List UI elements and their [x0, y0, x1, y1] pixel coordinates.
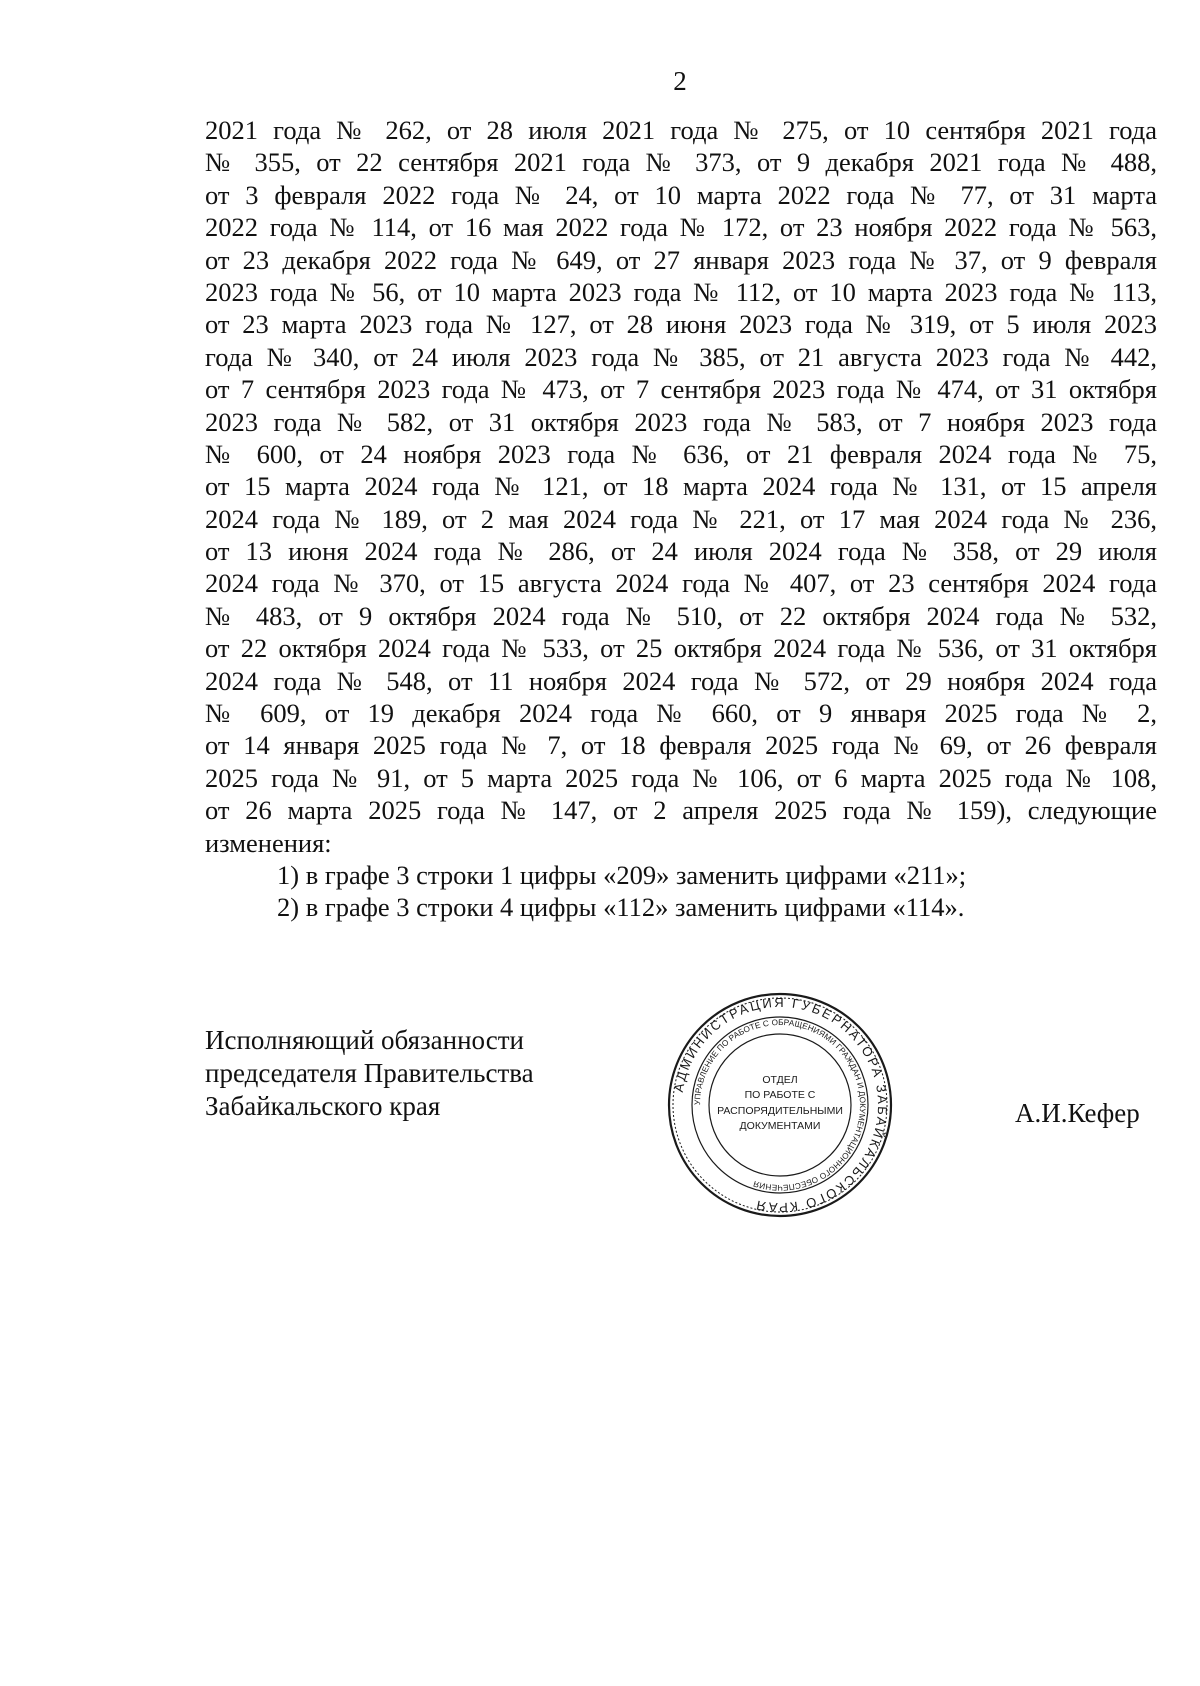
- body-line: от 26 марта 2025 года № 147, от 2 апреля 2025 года № 159), следующие: [205, 795, 1157, 826]
- body-line: № 483, от 9 октября 2024 года № 510, от 22 октября 2024 года № 532,: [205, 600, 1157, 631]
- body-line: изменения:: [205, 827, 332, 858]
- signature-position-line: Забайкальского края: [205, 1091, 441, 1121]
- body-line: 2024 года № 189, от 2 мая 2024 года № 221, от 17 мая 2024 года № 236,: [205, 503, 1157, 534]
- official-seal: [665, 990, 895, 1220]
- body-line: года № 340, от 24 июля 2023 года № 385, от 21 августа 2023 года № 442,: [205, 341, 1157, 372]
- signature-position-line: председателя Правительства: [205, 1058, 534, 1088]
- body-line: 2024 года № 548, от 11 ноября 2024 года № 572, от 29 ноября 2024 года: [205, 665, 1157, 696]
- body-text: [205, 114, 1157, 924]
- list-item: 1) в графе 3 строки 1 цифры «209» заменить цифрами «211»;: [277, 859, 967, 890]
- body-line: 2025 года № 91, от 5 марта 2025 года № 106, от 6 марта 2025 года № 108,: [205, 762, 1157, 793]
- seal-inner-text: УПРАВЛЕНИЕ ПО РАБОТЕ С ОБРАЩЕНИЯМИ ГРАЖДАН И ДОКУМЕНТАЦИОННОГО ОБЕСПЕЧЕНИЯ: [692, 1017, 868, 1193]
- body-line: от 3 февраля 2022 года № 24, от 10 марта 2022 года № 77, от 31 марта: [205, 179, 1157, 210]
- signature-position-line: Исполняющий обязанности: [205, 1025, 524, 1055]
- body-line: 2023 года № 582, от 31 октября 2023 года № 583, от 7 ноября 2023 года: [205, 406, 1157, 437]
- body-line: от 14 января 2025 года № 7, от 18 февраля 2025 года № 69, от 26 февраля: [205, 730, 1157, 761]
- signature-position: [205, 1024, 534, 1123]
- body-line: 2022 года № 114, от 16 мая 2022 года № 172, от 23 ноября 2022 года № 563,: [205, 212, 1157, 243]
- seal-center-line: ДОКУМЕНТАМИ: [739, 1120, 821, 1132]
- page-number: 2: [673, 66, 687, 96]
- body-line: от 23 марта 2023 года № 127, от 28 июня 2023 года № 319, от 5 июля 2023: [205, 309, 1157, 340]
- seal-outer-text: АДМИНИСТРАЦИЯ ГУБЕРНАТОРА ЗАБАЙКАЛЬСКОГО КРАЯ: [670, 994, 891, 1216]
- body-line: от 15 марта 2024 года № 121, от 18 марта 2024 года № 131, от 15 апреля: [205, 471, 1157, 502]
- body-line: № 609, от 19 декабря 2024 года № 660, от 9 января 2025 года № 2,: [205, 698, 1157, 729]
- seal-center-line: РАСПОРЯДИТЕЛЬНЫМИ: [717, 1105, 843, 1117]
- body-line: 2021 года № 262, от 28 июля 2021 года № 275, от 10 сентября 2021 года: [205, 115, 1157, 145]
- body-line: № 355, от 22 сентября 2021 года № 373, от 9 декабря 2021 года № 488,: [205, 147, 1157, 178]
- body-line: от 22 октября 2024 года № 533, от 25 октября 2024 года № 536, от 31 октября: [205, 633, 1157, 664]
- seal-graphic: [665, 990, 895, 1220]
- seal-center-line: ПО РАБОТЕ С: [744, 1089, 816, 1101]
- body-line: № 600, от 24 ноября 2023 года № 636, от 21 февраля 2024 года № 75,: [205, 438, 1157, 469]
- seal-center-line: ОТДЕЛ: [762, 1074, 798, 1086]
- body-line: от 13 июня 2024 года № 286, от 24 июля 2024 года № 358, от 29 июля: [205, 536, 1157, 567]
- body-line: от 7 сентября 2023 года № 473, от 7 сентября 2023 года № 474, от 31 октября: [205, 374, 1157, 405]
- list-item: 2) в графе 3 строки 4 цифры «112» заменить цифрами «114».: [277, 892, 965, 923]
- body-line: от 23 декабря 2022 года № 649, от 27 января 2023 года № 37, от 9 февраля: [205, 244, 1157, 275]
- body-line: 2024 года № 370, от 15 августа 2024 года № 407, от 23 сентября 2024 года: [205, 568, 1157, 599]
- body-line: 2023 года № 56, от 10 марта 2023 года № 112, от 10 марта 2023 года № 113,: [205, 276, 1157, 307]
- signer-name: А.И.Кефер: [1015, 1098, 1140, 1128]
